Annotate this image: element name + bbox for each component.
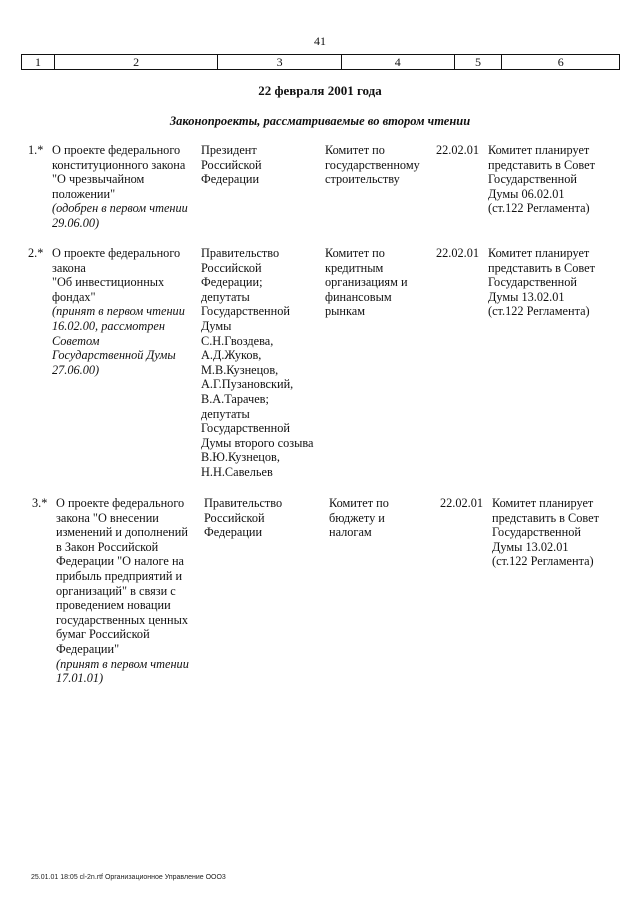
column-header-row [21, 54, 620, 70]
initiator-line: Н.Н.Савельев [201, 464, 273, 479]
initiator-line: Государственной [201, 421, 290, 436]
initiator-line: Президент [201, 143, 257, 157]
bill-note-line: (одобрен в первом чтении [52, 201, 188, 216]
bill-note-line: 16.02.00, рассмотрен [52, 318, 165, 333]
responsible-committee [325, 143, 420, 187]
remark-line: (ст.122 Регламента) [488, 304, 590, 319]
consideration-date: 22.02.01 [440, 496, 484, 510]
bill-title-line: Федерации" [56, 641, 120, 656]
bill-title-line: изменений и дополнений [56, 525, 188, 540]
remark-line: представить в Совет [488, 260, 595, 275]
bill-title-line: "Об инвестиционных [52, 275, 165, 290]
responsible-committee [329, 496, 389, 540]
responsible-committee [325, 246, 408, 319]
remark-line: представить в Совет [492, 510, 599, 525]
entry-number: 2.* [28, 246, 44, 260]
initiator-line: Государственной [201, 304, 290, 319]
initiator-line: Федерации; [201, 275, 263, 290]
bill-title-line: О проекте федерального [52, 143, 181, 157]
remark-line: (ст.122 Регламента) [488, 201, 590, 216]
committee-line: рынкам [325, 304, 366, 319]
column-header-4: 4 [342, 55, 455, 69]
bill-title-line: государственных ценных [56, 612, 189, 627]
remark-line: Думы 13.02.01 [492, 539, 569, 554]
bill-title [52, 246, 185, 377]
initiator-line: Правительство [201, 246, 280, 260]
committee-line: кредитным [325, 260, 384, 275]
initiator-line: Российской [201, 157, 262, 172]
remark-line: Комитет планирует [492, 496, 594, 510]
initiator-line: депутаты [201, 406, 250, 421]
initiator-line: Правительство [204, 496, 283, 510]
committee-line: организациям и [325, 275, 408, 290]
remark-line: Думы 13.02.01 [488, 289, 565, 304]
committee-line: Комитет по [325, 246, 385, 260]
document-footer: 25.01.01 18:05 cl-2n.rtf Организационное Управление ООО3 [31, 874, 226, 881]
page-number: 41 [314, 34, 326, 48]
remark-line: Государственной [488, 275, 577, 290]
bill-title-line: организаций" в связи с [56, 583, 176, 598]
committee-remark [488, 246, 595, 319]
column-header-6: 6 [557, 55, 564, 69]
initiator-line: А.Г.Пузановский, [201, 377, 294, 392]
entry-number: 1.* [28, 143, 44, 157]
bill-title-line: проведением новации [56, 598, 171, 613]
bill-title-line: О проекте федерального [52, 246, 181, 260]
remark-line: Комитет планирует [488, 143, 590, 157]
bill-title [52, 143, 188, 231]
bill-initiator [201, 246, 313, 480]
column-header-5: 5 [455, 55, 503, 69]
bill-title-line: фондах" [52, 289, 96, 304]
bill-title-line: "О чрезвычайном [52, 172, 145, 187]
bill-note-line: Советом [52, 333, 100, 348]
bill-title-line: Федерации "О налоге на [56, 554, 185, 569]
remark-line: Государственной [488, 172, 577, 187]
bill-note-line: 17.01.01) [56, 671, 104, 686]
bill-title-line: конституционного закона [52, 157, 186, 172]
committee-line: бюджету и [329, 510, 385, 525]
bill-initiator [201, 143, 262, 187]
bill-note-line: (принят в первом чтении [56, 656, 189, 671]
bill-title [56, 496, 189, 686]
consideration-date: 22.02.01 [436, 246, 480, 260]
bill-note-line: 29.06.00) [52, 215, 100, 230]
bill-note-line: Государственной Думы [52, 348, 176, 363]
initiator-line: Думы второго созыва [201, 435, 314, 450]
remark-line: (ст.122 Регламента) [492, 554, 594, 569]
initiator-line: С.Н.Гвоздева, [201, 333, 274, 348]
bill-title-line: положении" [52, 186, 116, 201]
initiator-line: Федерации [204, 525, 263, 540]
initiator-line: В.Ю.Кузнецов, [201, 450, 280, 465]
bill-title-line: бумаг Российской [56, 627, 150, 642]
consideration-date: 22.02.01 [436, 143, 480, 157]
bill-title-line: закона "О внесении [56, 510, 159, 525]
committee-line: финансовым [325, 289, 392, 304]
section-title: Законопроекты, рассматриваемые во втором чтении [169, 114, 471, 128]
column-header-1: 1 [22, 55, 55, 69]
initiator-line: депутаты [201, 289, 250, 304]
initiator-line: Федерации [201, 172, 260, 187]
remark-line: представить в Совет [488, 157, 595, 172]
bill-initiator [204, 496, 282, 540]
initiator-line: Российской [201, 260, 262, 275]
remark-line: Комитет планирует [488, 246, 590, 260]
committee-line: государственному [325, 157, 420, 172]
initiator-line: Думы [201, 318, 232, 333]
column-header-2: 2 [55, 55, 218, 69]
bill-title-line: О проекте федерального [56, 496, 185, 510]
committee-line: Комитет по [329, 496, 389, 510]
committee-line: Комитет по [325, 143, 385, 157]
bill-title-line: в Закон Российской [56, 539, 159, 554]
column-header-3: 3 [218, 55, 342, 69]
bill-title-line: закона [52, 260, 86, 275]
initiator-line: Российской [204, 510, 265, 525]
entry-number: 3.* [32, 496, 48, 510]
committee-line: строительству [325, 172, 400, 187]
remark-line: Думы 06.02.01 [488, 186, 565, 201]
initiator-line: М.В.Кузнецов, [201, 362, 279, 377]
date-title: 22 февраля 2001 года [258, 83, 382, 98]
bill-note-line: 27.06.00) [52, 362, 100, 377]
committee-remark [492, 496, 599, 569]
committee-line: налогам [329, 525, 372, 540]
committee-remark [488, 143, 595, 216]
bill-note-line: (принят в первом чтении [52, 304, 185, 319]
initiator-line: А.Д.Жуков, [201, 348, 262, 363]
bill-title-line: прибыль предприятий и [56, 568, 183, 583]
remark-line: Государственной [492, 525, 581, 540]
initiator-line: В.А.Тарачев; [201, 391, 269, 406]
